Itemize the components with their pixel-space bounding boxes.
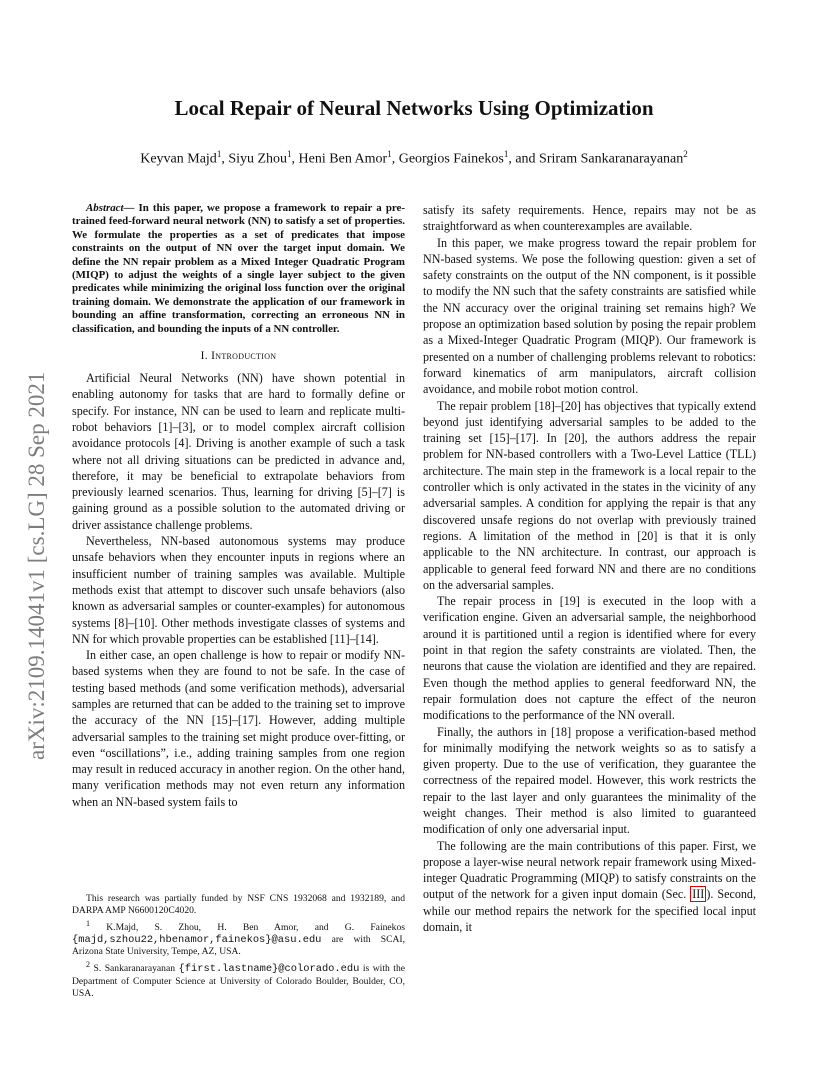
left-column xyxy=(72,202,405,810)
abstract xyxy=(72,202,405,336)
abstract-dash: — xyxy=(123,202,139,214)
footnote-text: is with the Department of Computer Science at University of Colorado Boulder, Boulder, CO, USA. xyxy=(72,963,406,999)
footnote-affiliation-1 xyxy=(72,918,405,959)
affiliation-mark: 1 xyxy=(216,149,222,159)
affiliation-mark: 1 xyxy=(287,149,292,159)
section-title: Introduction xyxy=(211,350,277,363)
author-list: Keyvan Majd$^1$, Siyu Zhou$^1$, Heni Ben Amor$^1$, Georgios Fainekos$^1$, and Sriram Sankaranarayanan$^2$ xyxy=(140,149,688,167)
affiliation-mark: 1 xyxy=(387,149,392,159)
paragraph-text: The following are the main contributions of this paper. First, we propose a layer-wise neural network repair framework using Mixed-integer Quadratic Programming (MIQP) to satisfy constraints on the output of the network for a given input domain (Sec. xyxy=(423,838,756,902)
paragraph: Artificial Neural Networks (NN) have shown potential in enabling autonomy for tasks that are hard to formally define or specify. For instance, NN can be used to learn and replicate multi-robot behaviors [1]–[3], or to model complex aircraft collision avoidance protocols [4]. Driving is another example of such a task where not all driving situations can be predicted in advance and, therefore, it may be beneficial to extrapolate behaviors from previously learned scenarios. Thus, learning for driving [5]–[7] is gaining ground as a possible solution to the automated driving or driver assistance challenge problems. xyxy=(72,371,405,532)
author-name: Heni Ben Amor xyxy=(298,151,388,167)
paragraph: Nevertheless, NN-based autonomous systems may produce unsafe behaviors when they encounter inputs in regions where an insufficient number of training samples was available. Multiple methods exist that attempt to discover such unsafe behaviors (also known as adversarial samples or counter-examples) for autonomous systems [8]–[10]. Other methods investigate classes of systems and NN for which provable properties can be established [11]–[14]. xyxy=(72,534,405,646)
footnote-text: are with SCAI, Arizona State University, Tempe, AZ, USA. xyxy=(72,933,405,958)
footnote-text: K.Majd, S. Zhou, H. Ben Amor, and G. Fainekos xyxy=(90,921,405,933)
arxiv-identifier: arXiv:2109.14041v1 [cs.LG] 28 Sep 2021 xyxy=(24,371,49,760)
footnote-email: {majd,szhou22,hbenamor,fainekos}@asu.edu xyxy=(72,933,322,946)
footnote-mark: 2 xyxy=(86,960,90,970)
paper-title: Local Repair of Neural Networks Using Optimization xyxy=(174,96,654,120)
section-heading xyxy=(72,348,405,364)
paragraph: In this paper, we make progress toward the repair problem for NN-based systems. We pose the following question: given a set of safety constraints on the output of the NN component, is it possible to modify the NN such that the safety constraints are satisfied while the NN accuracy over the original training set remains high? We propose an optimization based solution by posing the repair problem as a Mixed-Integer Quadratic Program (MIQP). Our framework is presented on a number of challenging problems relevant to robotics: forward kinematics of arm manipulators, aircraft collision avoidance, and mobile robot motion control. xyxy=(423,235,756,397)
footnote-mark: 1 xyxy=(86,918,90,928)
author-name: Georgios Fainekos xyxy=(398,151,504,167)
paragraph: In either case, an open challenge is how to repair or modify NN-based systems when they are found to not be safe. In the case of testing based methods (and some verification methods), adversarial samples are returned that can be added to the training set to improve the accuracy of the NN [15]–[17]. However, adding multiple adversarial samples to the training set might produce over-fitting, or even “oscillations”, i.e., adding training samples from one region may result in reduced accuracy in another region. On the other hand, many verification methods may not even return any information when an NN-based system fails to xyxy=(72,648,405,809)
affiliation-mark: 1 xyxy=(503,149,509,159)
footnote-affiliation-2 xyxy=(72,959,405,1000)
paragraph: The repair problem [18]–[20] has objectives that typically extend beyond just identifying adversarial samples to be added to the training set [15]–[17]. In [20], the authors address the repair problem for NN-based controllers with a Two-Level Lattice (TLL) architecture. The main step in the framework is a local repair to the controller which is only activated in the states in the vicinity of any adversarial samples. A condition for applying the repair is that any discovered unsafe regions do not overlap with previously trained regions. A limitation of the method in [20] is that it is only applicable to the NN architecture. In contrast, our approach is applicable to general feed forward NN and there are no conditions on the adversarial samples. xyxy=(423,398,756,592)
footnote-funding: This research was partially funded by NSF CNS 1932068 and 1932189, and DARPA AMP N6600120C4020. xyxy=(72,893,405,916)
abstract-label: Abstract xyxy=(86,202,124,214)
affiliation-mark: 2 xyxy=(683,149,688,159)
section-link[interactable]: III xyxy=(692,887,705,902)
paragraph-text: ). Second, while our method repairs the network for the specified local input domain, it xyxy=(423,887,757,935)
author-name: Sriram Sankaranarayanan xyxy=(539,151,684,167)
section-number: I. xyxy=(200,350,212,363)
right-column xyxy=(423,202,756,935)
author-name: Siyu Zhou xyxy=(228,151,288,167)
paragraph xyxy=(423,838,756,936)
abstract-text: In this paper, we propose a framework to repair a pre-trained feed-forward neural network (NN) to satisfy a set of properties. We formulate the properties as a set of predicates that impose constraints on the output of NN over the target input domain. We define the NN repair problem as a Mixed Integer Quadratic Program (MIQP) to adjust the weights of a single layer subject to the given predicates while minimizing the original loss function over the original training domain. We demonstrate the application of our framework in bounding an affine transformation, correcting an erroneous NN in classification, and bounding the inputs of a NN controller. xyxy=(72,202,405,335)
footnote-text: S. Sankaranarayanan xyxy=(90,963,179,975)
paragraph: satisfy its safety requirements. Hence, repairs may not be as straightforward as when counterexamples are available. xyxy=(423,203,756,234)
author-name: Keyvan Majd xyxy=(140,151,217,167)
footnotes xyxy=(72,893,405,1001)
footnote-email: {first.lastname}@colorado.edu xyxy=(178,963,360,976)
paragraph: The repair process in [19] is executed in the loop with a verification engine. Given an adversarial sample, the neighborhood around it is partitioned until a region is identified where for every point in that region the safety constraints are violated. Then, the neurons that cause the violation are identified and they are repaired. Even though the method applies to general feedforward NN, the repair formulation does not capture the effect of the neuron modifications to the performance of the NN overall. xyxy=(423,594,756,723)
paragraph: Finally, the authors in [18] propose a verification-based method for minimally modifying the network weights so as to satisfy a given property. Due to the use of verification, they guarantee the correctness of the repaired model. However, this work restricts the repair to the last layer and only guarantees the minimality of the weight changes. Their method is also limited to guaranteed modification of only one adversarial input. xyxy=(423,724,756,837)
